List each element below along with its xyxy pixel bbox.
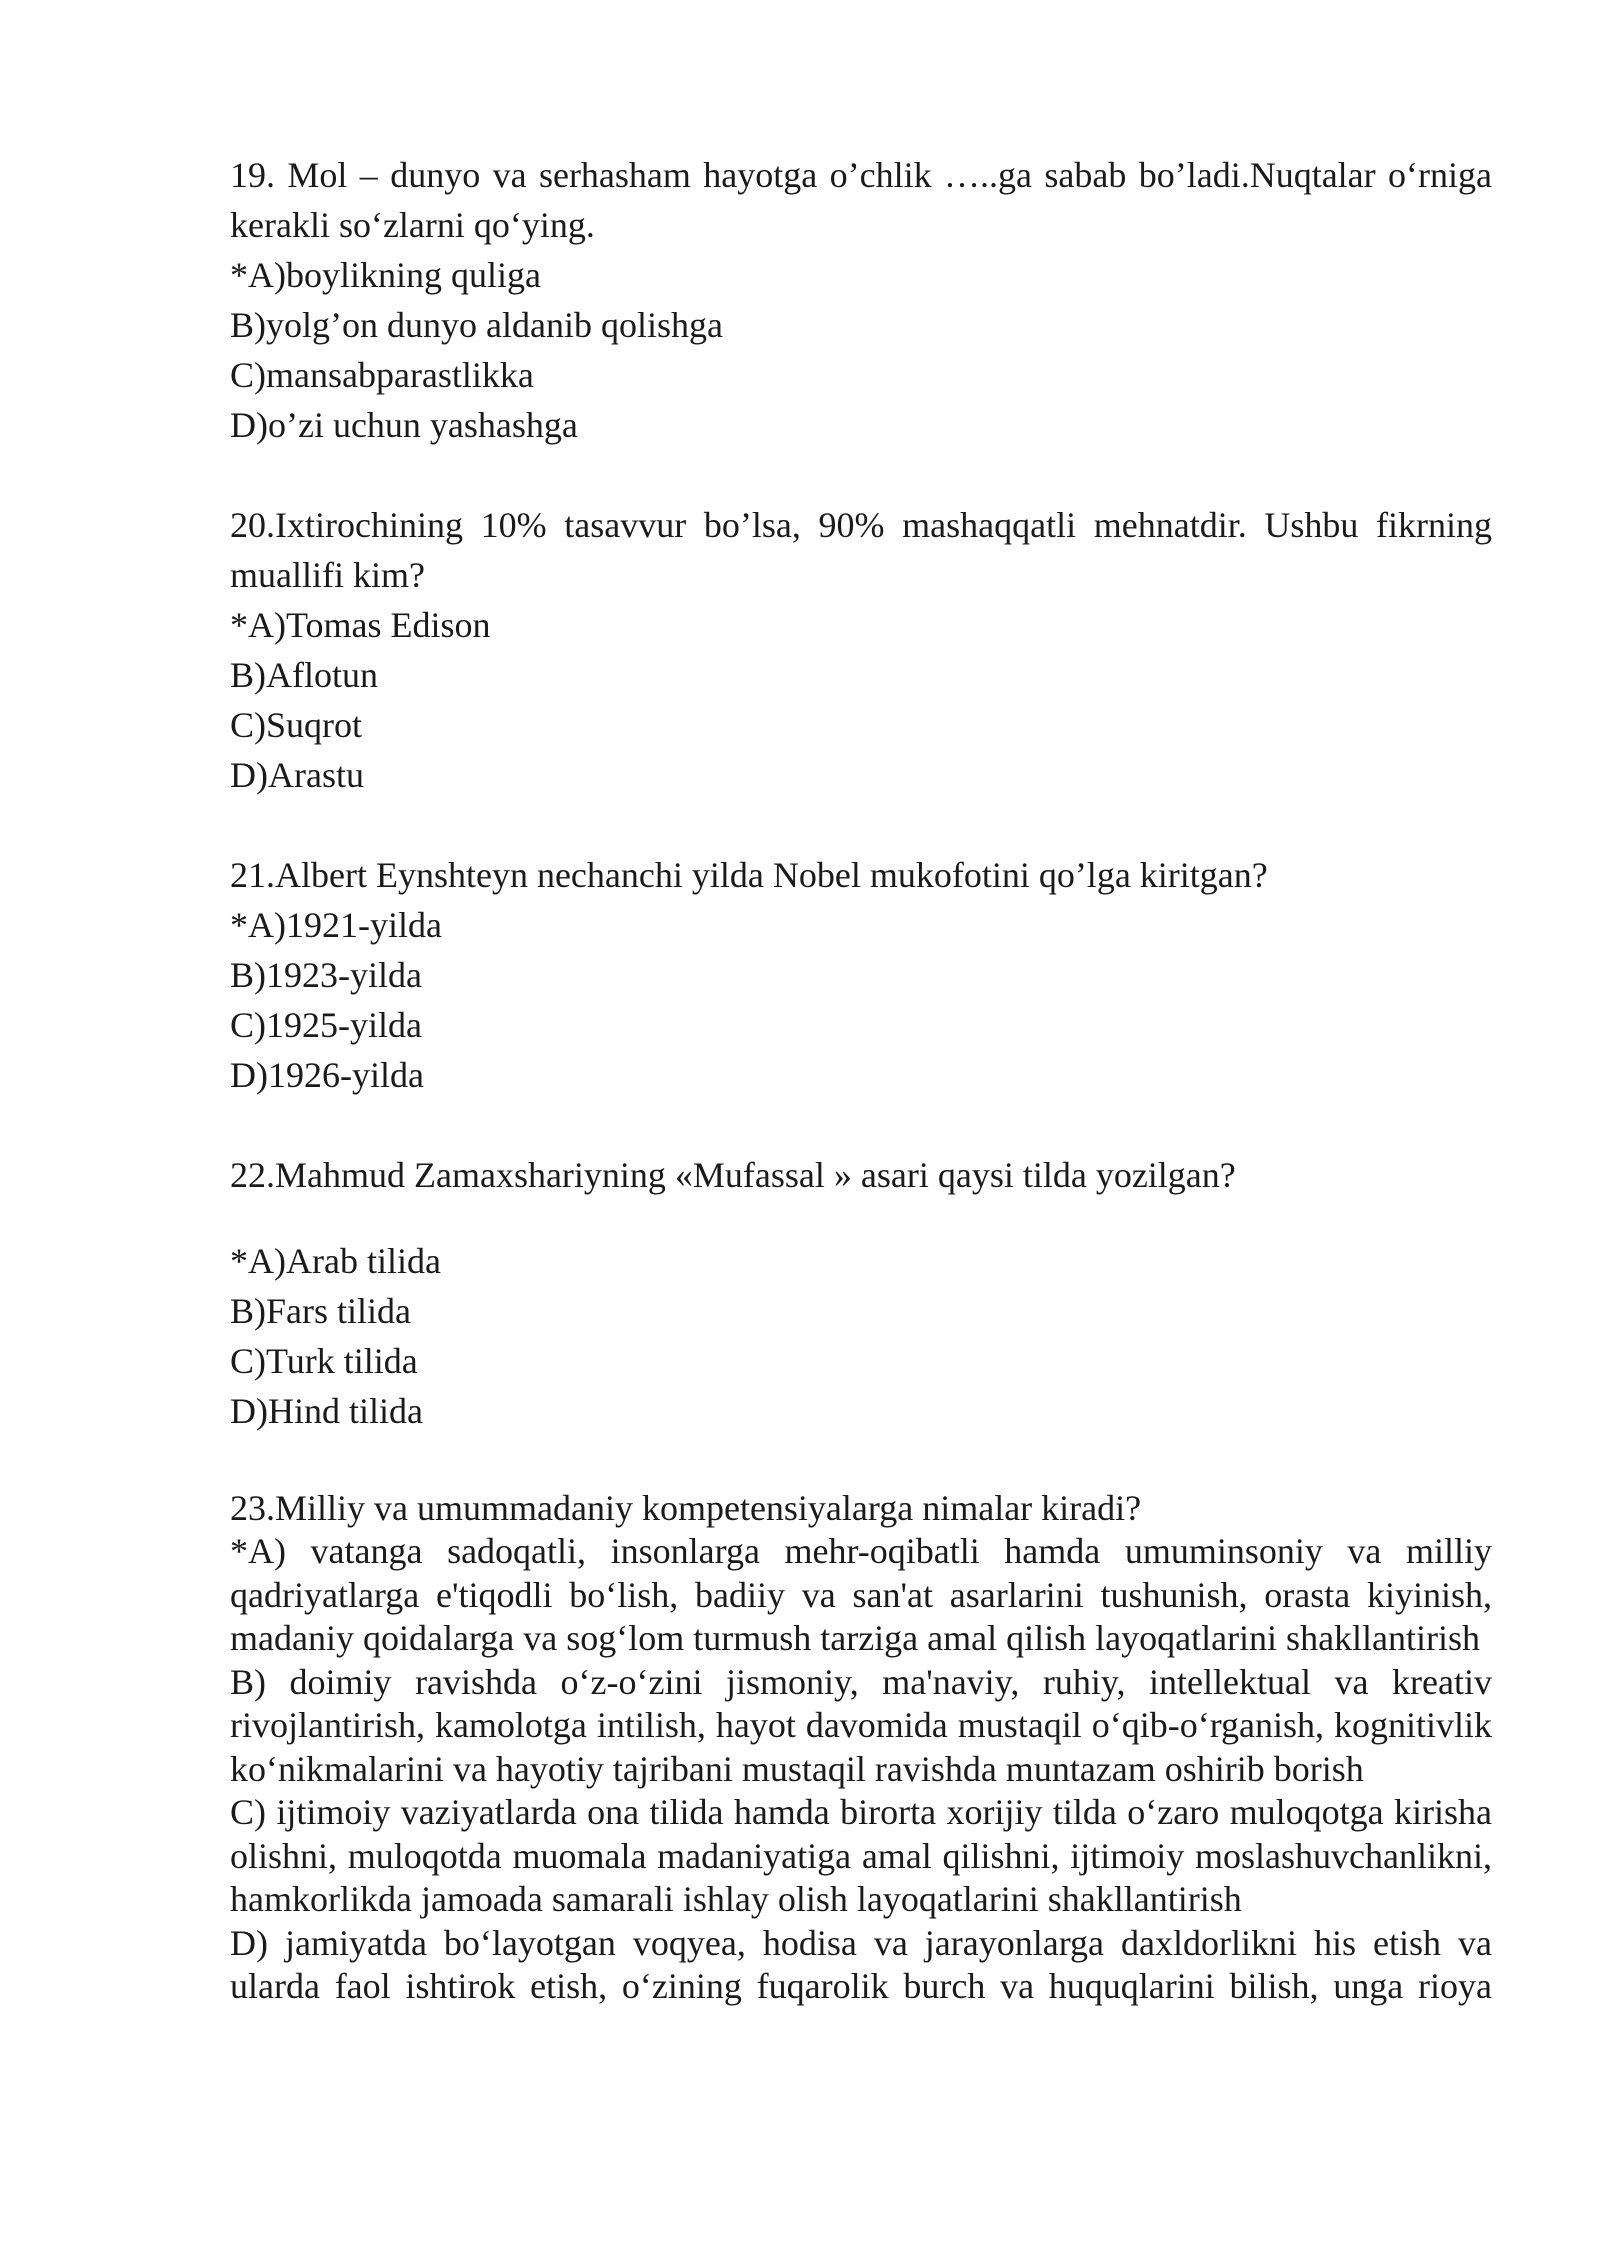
- document-page: [230, 150, 1492, 2059]
- question-21: [230, 850, 1492, 1100]
- answer-option-b: B)Aflotun: [230, 655, 378, 695]
- answer-option-b: B)Fars tilida: [230, 1291, 411, 1331]
- answer-option-c: C)mansabparastlikka: [230, 355, 534, 395]
- question-text: 21.Albert Eynshteyn nechanchi yilda Nobel mukofotini qo’lga kiritgan?: [230, 855, 1268, 895]
- answer-option-b: B)1923-yilda: [230, 955, 422, 995]
- question-text: 20.Ixtirochining 10% tasavvur bo’lsa, 90% mashaqqatli mehnatdir. Ushbu fikrning muallifi kim?: [230, 505, 1492, 595]
- answer-option-a: *A)Arab tilida: [230, 1241, 441, 1281]
- answer-option-a: *A)Tomas Edison: [230, 605, 491, 645]
- question-text: 22.Mahmud Zamaxshariyning «Mufassal » asari qaysi tilda yozilgan?: [230, 1155, 1236, 1195]
- answer-option-a: *A) vatanga sadoqatli, insonlarga mehr-oqibatli hamda umuminsoniy va milliy qadriyatlarga e'tiqodli bo‘lish, badiiy va san'at asarlarini tushunish, orasta kiyinish, madaniy qoidalarga va sog‘lom turmush tarziga amal qilish layoqatlarini shakllantirish: [230, 1531, 1492, 1658]
- answer-option-c: C)Suqrot: [230, 705, 363, 745]
- answer-option-c: C)1925-yilda: [230, 1005, 422, 1045]
- answer-option-d: D)1926-yilda: [230, 1055, 424, 1095]
- answer-option-a: *A)1921-yilda: [230, 905, 442, 945]
- answer-option-d: D) jamiyatda bo‘layotgan voqyea, hodisa va jarayonlarga daxldorlikni his etish va ularda faol ishtirok etish, o‘zining fuqarolik burch va huquqlarini bilish, unga rioya: [230, 1922, 1492, 2006]
- question-22: [230, 1150, 1492, 1436]
- question-19: [230, 150, 1492, 450]
- answer-option-c: C)Turk tilida: [230, 1341, 418, 1381]
- question-text: 23.Milliy va umummadaniy kompetensiyalarga nimalar kiradi?: [230, 1488, 1142, 1528]
- answer-option-d: D)Hind tilida: [230, 1391, 423, 1431]
- question-23: [230, 1486, 1492, 2009]
- question-text: 19. Mol – dunyo va serhasham hayotga o’chlik …..ga sabab bo’ladi.Nuqtalar o‘rniga kerakli so‘zlarni qo‘ying.: [230, 155, 1492, 245]
- answer-option-a: *A)boylikning quliga: [230, 255, 541, 295]
- question-20: [230, 500, 1492, 800]
- answer-option-b: B)yolg’on dunyo aldanib qolishga: [230, 305, 723, 345]
- answer-option-c: C) ijtimoiy vaziyatlarda ona tilida hamda birorta xorijiy tilda o‘zaro muloqotga kirisha olishni, muloqotda muomala madaniyatiga amal qilishni, ijtimoiy moslashuvchanlikni, hamkorlikda jamoada samarali ishlay olish layoqatlarini shakllantirish: [230, 1792, 1492, 1919]
- answer-option-d: D)o’zi uchun yashashga: [230, 405, 578, 445]
- answer-option-b: B) doimiy ravishda o‘z-o‘zini jismoniy, ma'naviy, ruhiy, intellektual va kreativ rivojlantirish, kamolotga intilish, hayot davomida mustaqil o‘qib-o‘rganish, kognitivlik ko‘nikmalarini va hayotiy tajribani mustaqil ravishda muntazam oshirib borish: [230, 1661, 1492, 1789]
- answer-option-d: D)Arastu: [230, 755, 364, 795]
